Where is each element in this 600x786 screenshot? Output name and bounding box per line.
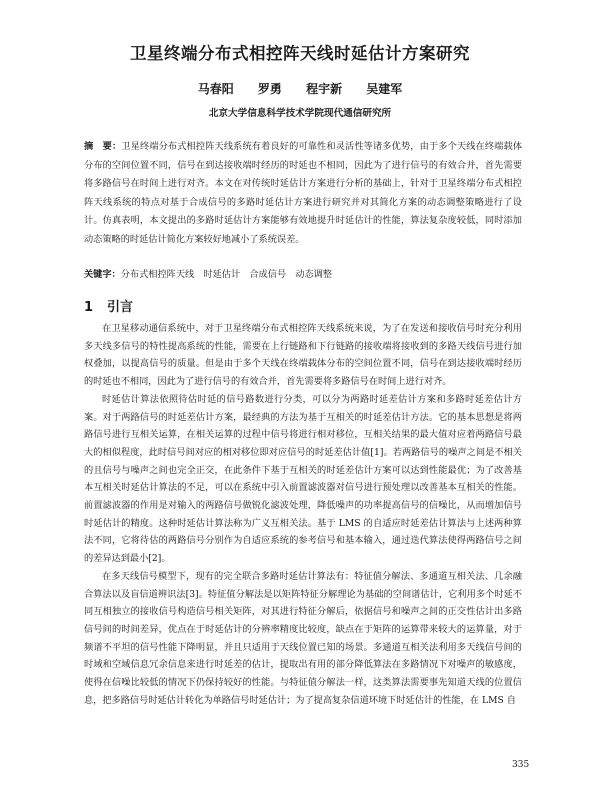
author-name: 吴建军: [366, 82, 403, 96]
abstract: [84, 138, 522, 250]
author-name: 罗勇: [257, 82, 282, 96]
section-title: 引言: [107, 300, 134, 315]
author-affiliation: 北京大学信息科学技术学院现代通信研究所: [208, 108, 392, 119]
keywords-text: 分布式相控阵天线 时延估计 合成信号 动态调整: [120, 269, 333, 280]
page-number: 335: [512, 760, 530, 770]
author-name: 马春阳: [197, 82, 234, 96]
keywords-label: 关键字：: [84, 269, 121, 280]
paragraph: 时延估计算法依照待估时延的信号路数进行分类，可以分为两路时延差估计方案和多路时延差估计方案。对于两路信号的时延差估计方案，最经典的方法为基于互相关的时延差估计方法。它的基本思想是将两路信号进行互相关运算，在相关运算的过程中信号将进行相对移位，互相关结果的最大值对应着两路信号最大的相似程度，此时信号间对应的相对移位即对应信号的时延差估计值[1]。若两路信号的噪声之间是不相关的且信号与噪声之间也完全正交，在此条件下基于互相关的时延差估计方案可以达到性能最优；为了改善基本互相关时延估计算法的不足，可以在系统中引入前置滤波器对信号进行预处理以改善基本互相关的性能。前置滤波器的作用是对输入的两路信号做锐化滤波处理，降低噪声的功率提高信号的信噪比，从而增加信号时延估计的精度。这种时延估计算法称为广义互相关法。基于 LMS 的自适应时延差估计算法与上述两种算法不同，它将待估的两路信号分别作为自适应系统的参考信号和基本输入，通过迭代算法使得两路信号之间的差异达到最小[2]。: [84, 393, 522, 565]
section-heading: [84, 296, 133, 315]
author-list: [0, 80, 600, 97]
abstract-label: 摘 要：: [84, 141, 122, 152]
body-text: [84, 320, 522, 709]
section-number: 1: [84, 300, 94, 315]
author-name: 程宇新: [306, 82, 343, 96]
abstract-text: 卫星终端分布式相控阵天线系统有着良好的可靠性和灵活性等诸多优势，由于多个天线在终端载体分布的空间位置不同，信号在到达接收端时经历的时延也不相同，因此为了进行信号的有效合并，首先需要将多路信号在时间上进行对齐。本文在对传统时延估计方案进行分析的基础上，针对于卫星终端分布式相控阵天线系统的特点对基于合成信号的多路时延估计方案进行研究并对其简化方案的动态调整策略进行了设计。仿真表明，本文提出的多路时延估计方案能够有效地提升时延估计的性能，算法复杂度较低，同时添加动态策略的时延估计简化方案较好地减小了系统误差。: [84, 141, 523, 245]
paragraph: 在多天线信号模型下，现有的完全联合多路时延估计算法有：特征值分解法、多通道互相关法、几余融合算法以及盲信道辨识法[3]。特征值分解法是以矩阵特征分解理论为基础的空间谱估计，它利用多个时延不同互相独立的接收信号构造信号相关矩阵，对其进行特征分解后，依据信号和噪声之间的正交性估计出多路信号间的时间差异，优点在于时延估计的分辨率精度比较度，缺点在于矩阵的运算带来较大的运算量，对于频谱不平坦的信号性能下降明显，并且只适用于天线位置已知的场景。多通道互相关法利用多天线信号间的时域和空域信息冗余信息来进行时延差的估计，提取出有用的部分降低算法在多路情况下对噪声的敏感度，使得在信噪比较低的情况下仍保持较好的性能。与特征值分解法一样，这类算法需要事先知道天线的位置信息，把多路信号时延估计转化为单路信号时延估计；为了提高复杂信道环境下时延估计的性能，在 LMS 自: [84, 570, 522, 706]
paragraph: 在卫星移动通信系统中，对于卫星终端分布式相控阵天线系统来说，为了在发送和接收信号时充分利用多天线多信号的特性提高系统的性能，需要在上行链路和下行链路的接收端将接收到的多路天线信号进行加权叠加，以提高信号的质量。但是由于多个天线在终端载体分布的空间位置不同，信号在到达接收端时经历的时延也不相同，因此为了进行信号的有效合并，首先需要将多路信号在时间上进行对齐。: [84, 323, 522, 388]
keywords: [84, 267, 524, 283]
paper-title: 卫星终端分布式相控阵天线时延估计方案研究: [130, 44, 470, 63]
